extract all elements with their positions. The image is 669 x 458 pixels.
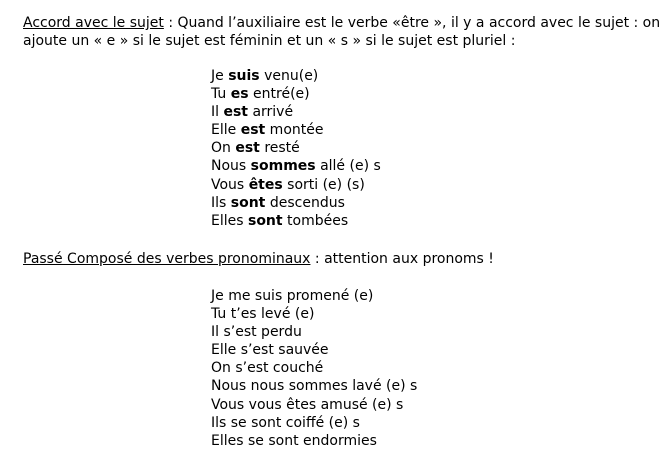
auxiliary: suis (228, 68, 260, 84)
conjugation-line: On est resté (211, 140, 300, 156)
pronominal-line: Elles se sont endormies (211, 433, 377, 449)
auxiliary: êtes (248, 177, 283, 193)
section1-text-line1: : Quand l’auxiliaire est le verbe «être », il y a accord avec le sujet : on (163, 15, 661, 31)
section1-intro-line1 (23, 14, 660, 32)
auxiliary: es (230, 86, 249, 102)
pronominal-line: Elle s’est sauvée (211, 342, 329, 358)
auxiliary: est (223, 104, 248, 120)
section2-text: : attention aux pronoms ! (310, 251, 494, 267)
conjugation-line: Elle est montée (211, 122, 324, 138)
section1-text-line2: ajoute un « e » si le sujet est féminin et un « s » si le sujet est pluriel : (23, 33, 516, 49)
conjugation-line: Il est arrivé (211, 104, 294, 120)
pronominal-line: Nous nous sommes lavé (e) s (211, 378, 418, 394)
conjugation-line: Elles sont tombées (211, 213, 349, 229)
conjugation-line: Tu es entré(e) (211, 86, 310, 102)
conjugation-line: Ils sont descendus (211, 195, 345, 211)
section1-heading: Accord avec le sujet (23, 15, 164, 31)
auxiliary: est (240, 122, 266, 138)
pronominal-line: On s’est couché (211, 360, 324, 376)
pronominal-line: Ils se sont coiffé (e) s (211, 415, 360, 431)
conjugation-line: Vous êtes sorti (e) (s) (211, 177, 365, 193)
pronominal-line: Vous vous êtes amusé (e) s (211, 397, 404, 413)
conjugation-line: Nous sommes allé (e) s (211, 158, 381, 174)
pronominal-line: Il s’est perdu (211, 324, 302, 340)
pronominal-line: Je me suis promené (e) (211, 288, 374, 304)
auxiliary: sont (247, 213, 283, 229)
section2-heading: Passé Composé des verbes pronominaux (23, 251, 311, 267)
auxiliary: sommes (250, 158, 316, 174)
section1-intro-line2 (23, 32, 515, 50)
section2-intro-line (23, 250, 494, 268)
auxiliary: est (235, 140, 260, 156)
auxiliary: sont (230, 195, 266, 211)
conjugation-line: Je suis venu(e) (211, 68, 319, 84)
pronominal-line: Tu t’es levé (e) (211, 306, 315, 322)
